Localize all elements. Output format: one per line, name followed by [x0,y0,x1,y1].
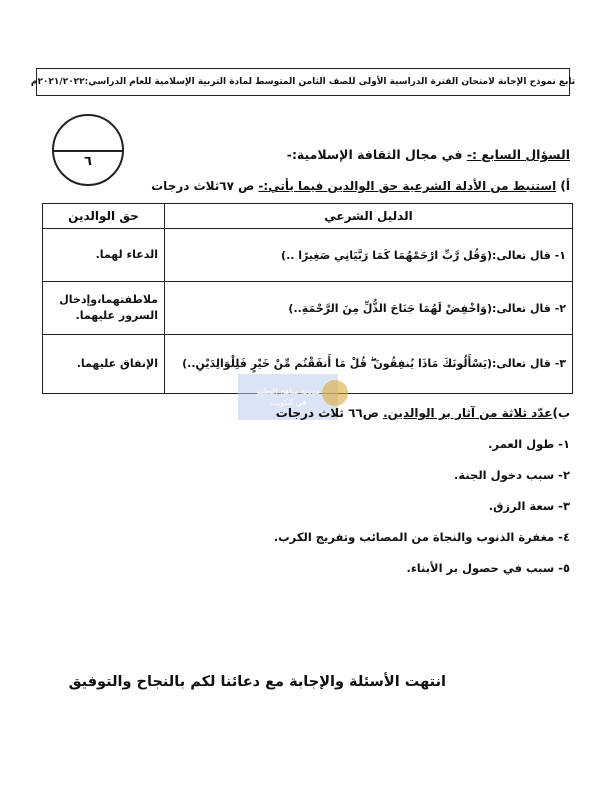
right-cell: ملاطفتهما،وإدخال السرور عليهما. [43,282,165,335]
list-item: ٣- سعة الرزق. [488,499,570,513]
list-item: ٥- سبب في حصول بر الأبناء. [406,561,570,575]
closing-message: انتهت الأسئلة والإجابة مع دعائنا لكم بالنجاح والتوفيق [68,674,446,690]
list-item: ٢- سبب دخول الجنة. [454,468,570,482]
question7-label: السؤال السابع :- [466,147,570,162]
watermark-line2: في الكويت [269,398,307,407]
evidence-cell: ٣- قال تعالى:(يَسْأَلُونَكَ مَاذَا يُنفِقُونَ ۖ قُلْ مَا أَنفَقْتُم مِّنْ خَيْرٍ فَلِلْوَالِدَيْنِ..) [165,335,573,394]
grade-circle [52,114,124,186]
table-header-row [43,204,573,229]
watermark-logo-icon [322,380,348,406]
grade-score: ٦ [84,154,92,169]
part-a-instruction: استنبط من الأدلة الشرعية حق الوالدين فيما يأتي:- [258,179,557,193]
effects-list [274,436,570,591]
evidence-cell: ١- قال تعالى:(وَقُل رَّبِّ ارْحَمْهُمَا كَمَا رَبَّيَانِي صَغِيرًا ..) [165,229,573,282]
list-item: ١- طول العمر. [488,437,570,451]
evidence-table [42,203,573,394]
header-parents-right: حق الوالدين [43,204,165,229]
part-a-letter: أ) [556,179,570,193]
exam-header [30,68,576,96]
watermark-text [256,386,320,408]
table-row [43,229,573,282]
part-a-heading [151,179,570,193]
list-item: ٤- مغفرة الذنوب والنجاة من المصائب وتفريج الكرب. [273,530,570,544]
right-cell: الإنفاق عليهما. [43,335,165,394]
question7-topic: في مجال الثقافة الإسلامية:- [286,147,467,162]
header-evidence: الدليل الشرعي [165,204,573,229]
question7-heading [287,147,570,162]
part-a-reference: ص ٦٧ثلاث درجات [151,179,259,193]
part-b-letter: ب) [552,406,570,420]
watermark-line1: مدونة مناهج التعليم [256,387,320,396]
exam-header-text: تابع نموذج الإجابة لامتحان الفترة الدراسية الأولى للصف الثامن المتوسط لمادة التربية الإسلامية للعام الدراسي:٢٠٢١/٢٠٢٢م [30,77,576,87]
part-b-instruction: عدّد ثلاثة من آثار بر الوالدين. [383,406,553,420]
grade-divider [54,150,122,152]
evidence-cell: ٢- قال تعالى:(وَاخْفِضْ لَهُمَا جَنَاحَ الذُّلِّ مِنَ الرَّحْمَةِ..) [165,282,573,335]
right-cell: الدعاء لهما. [43,229,165,282]
table-row [43,282,573,335]
part-b-heading [276,406,570,420]
part-b-reference: ص٦٦ ثلاث درجات [275,406,384,420]
